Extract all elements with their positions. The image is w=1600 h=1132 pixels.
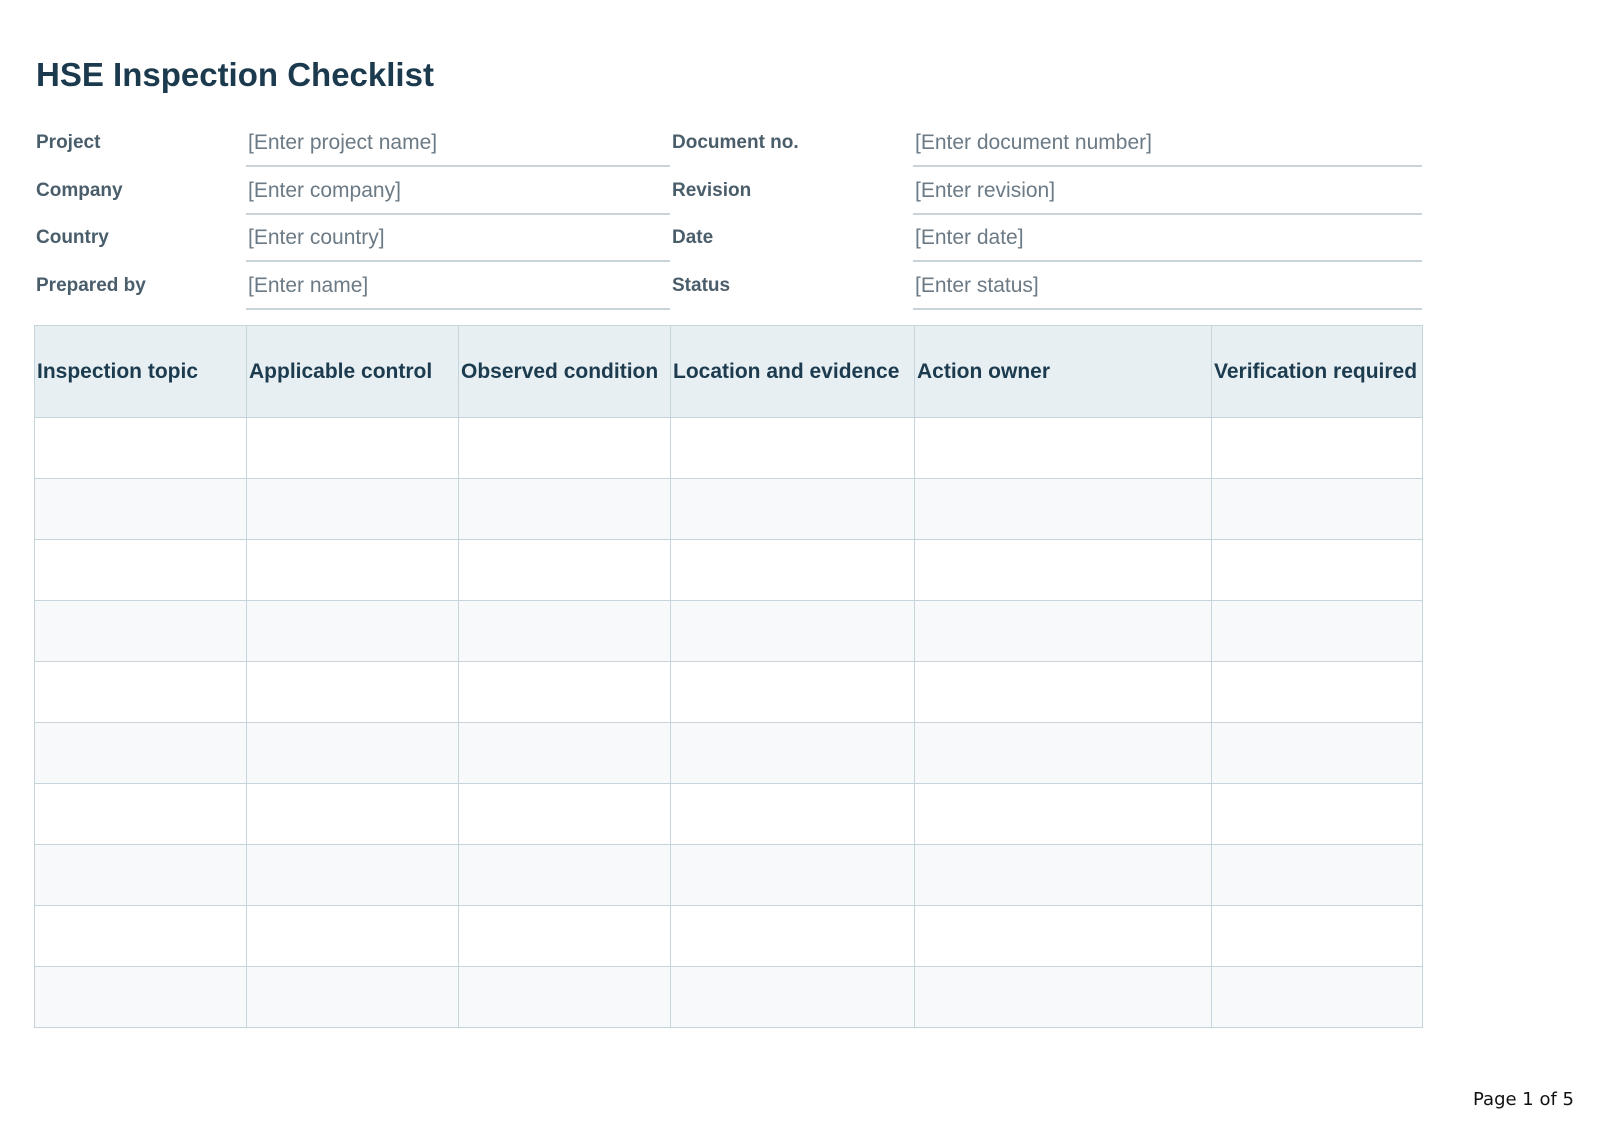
table-cell[interactable] (459, 540, 671, 601)
table-cell[interactable] (915, 479, 1212, 540)
column-header-inspection-topic: Inspection topic (35, 326, 247, 418)
table-cell[interactable] (459, 784, 671, 845)
table-cell[interactable] (671, 967, 915, 1028)
table-cell[interactable] (671, 418, 915, 479)
table-row (35, 784, 1423, 845)
table-cell[interactable] (35, 845, 247, 906)
table-cell[interactable] (915, 418, 1212, 479)
date-field[interactable]: [Enter date] (913, 217, 1422, 262)
table-cell[interactable] (459, 723, 671, 784)
table-cell[interactable] (459, 601, 671, 662)
table-cell[interactable] (671, 662, 915, 723)
document-metadata (36, 122, 1422, 312)
company-label: Company (36, 179, 123, 201)
inspection-checklist-table (34, 325, 1423, 1028)
revision-label: Revision (672, 179, 752, 201)
table-cell[interactable] (459, 662, 671, 723)
table-cell[interactable] (1212, 723, 1423, 784)
table-cell[interactable] (459, 418, 671, 479)
meta-row-prepared-by (36, 265, 1422, 313)
table-cell[interactable] (671, 845, 915, 906)
country-label: Country (36, 227, 109, 248)
table-cell[interactable] (671, 479, 915, 540)
table-cell[interactable] (915, 784, 1212, 845)
table-cell[interactable] (671, 540, 915, 601)
table-cell[interactable] (247, 967, 459, 1028)
table-row (35, 723, 1423, 784)
table-cell[interactable] (1212, 540, 1423, 601)
table-cell[interactable] (671, 601, 915, 662)
document-number-label: Document no. (672, 132, 799, 153)
table-cell[interactable] (1212, 845, 1423, 906)
table-row (35, 967, 1423, 1028)
table-cell[interactable] (915, 662, 1212, 723)
table-cell[interactable] (247, 662, 459, 723)
table-cell[interactable] (35, 601, 247, 662)
meta-row-project (36, 122, 1422, 170)
table-cell[interactable] (671, 723, 915, 784)
table-cell[interactable] (459, 845, 671, 906)
table-cell[interactable] (35, 479, 247, 540)
table-cell[interactable] (915, 601, 1212, 662)
table-cell[interactable] (671, 906, 915, 967)
table-cell[interactable] (247, 845, 459, 906)
company-field[interactable]: [Enter company] (246, 170, 670, 215)
table-cell[interactable] (35, 906, 247, 967)
table-cell[interactable] (1212, 479, 1423, 540)
page-number: Page 1 of 5 (1473, 1089, 1574, 1110)
table-row (35, 601, 1423, 662)
table-cell[interactable] (35, 418, 247, 479)
table-cell[interactable] (1212, 906, 1423, 967)
table-cell[interactable] (35, 967, 247, 1028)
status-label: Status (672, 274, 731, 296)
table-cell[interactable] (915, 845, 1212, 906)
table-row (35, 845, 1423, 906)
column-header-location-and-evidence: Location and evidence (671, 326, 915, 418)
country-field[interactable]: [Enter country] (246, 217, 670, 262)
status-field[interactable]: [Enter status] (913, 265, 1422, 310)
table-cell[interactable] (247, 540, 459, 601)
table-cell[interactable] (247, 479, 459, 540)
table-cell[interactable] (915, 967, 1212, 1028)
table-row (35, 662, 1423, 723)
prepared-by-field[interactable]: [Enter name] (246, 265, 670, 310)
project-label: Project (36, 132, 101, 153)
date-label: Date (672, 227, 714, 248)
table-row (35, 418, 1423, 479)
project-field[interactable]: [Enter project name] (246, 122, 670, 167)
meta-row-company (36, 170, 1422, 218)
document-number-field[interactable]: [Enter document number] (913, 122, 1422, 167)
table-cell[interactable] (35, 723, 247, 784)
table-cell[interactable] (1212, 784, 1423, 845)
table-cell[interactable] (1212, 967, 1423, 1028)
table-cell[interactable] (35, 784, 247, 845)
table-cell[interactable] (35, 540, 247, 601)
column-header-observed-condition: Observed condition (459, 326, 671, 418)
table-row (35, 540, 1423, 601)
table-cell[interactable] (247, 601, 459, 662)
table-cell[interactable] (915, 540, 1212, 601)
table-cell[interactable] (35, 662, 247, 723)
table-cell[interactable] (1212, 662, 1423, 723)
table-cell[interactable] (915, 906, 1212, 967)
table-cell[interactable] (247, 418, 459, 479)
meta-row-country (36, 217, 1422, 265)
column-header-verification-required: Verification required (1212, 326, 1423, 418)
table-cell[interactable] (247, 906, 459, 967)
table-cell[interactable] (671, 784, 915, 845)
column-header-action-owner: Action owner (915, 326, 1212, 418)
table-cell[interactable] (459, 479, 671, 540)
table-cell[interactable] (459, 967, 671, 1028)
table-cell[interactable] (1212, 601, 1423, 662)
table-cell[interactable] (1212, 418, 1423, 479)
table-row (35, 906, 1423, 967)
table-cell[interactable] (247, 784, 459, 845)
table-cell[interactable] (247, 723, 459, 784)
table-row (35, 479, 1423, 540)
table-cell[interactable] (459, 906, 671, 967)
page-title: HSE Inspection Checklist (36, 56, 434, 93)
table-header-row (35, 326, 1423, 418)
table-cell[interactable] (915, 723, 1212, 784)
table-body (35, 418, 1423, 1028)
column-header-applicable-control: Applicable control (247, 326, 459, 418)
prepared-by-label: Prepared by (36, 274, 146, 296)
revision-field[interactable]: [Enter revision] (913, 170, 1422, 215)
